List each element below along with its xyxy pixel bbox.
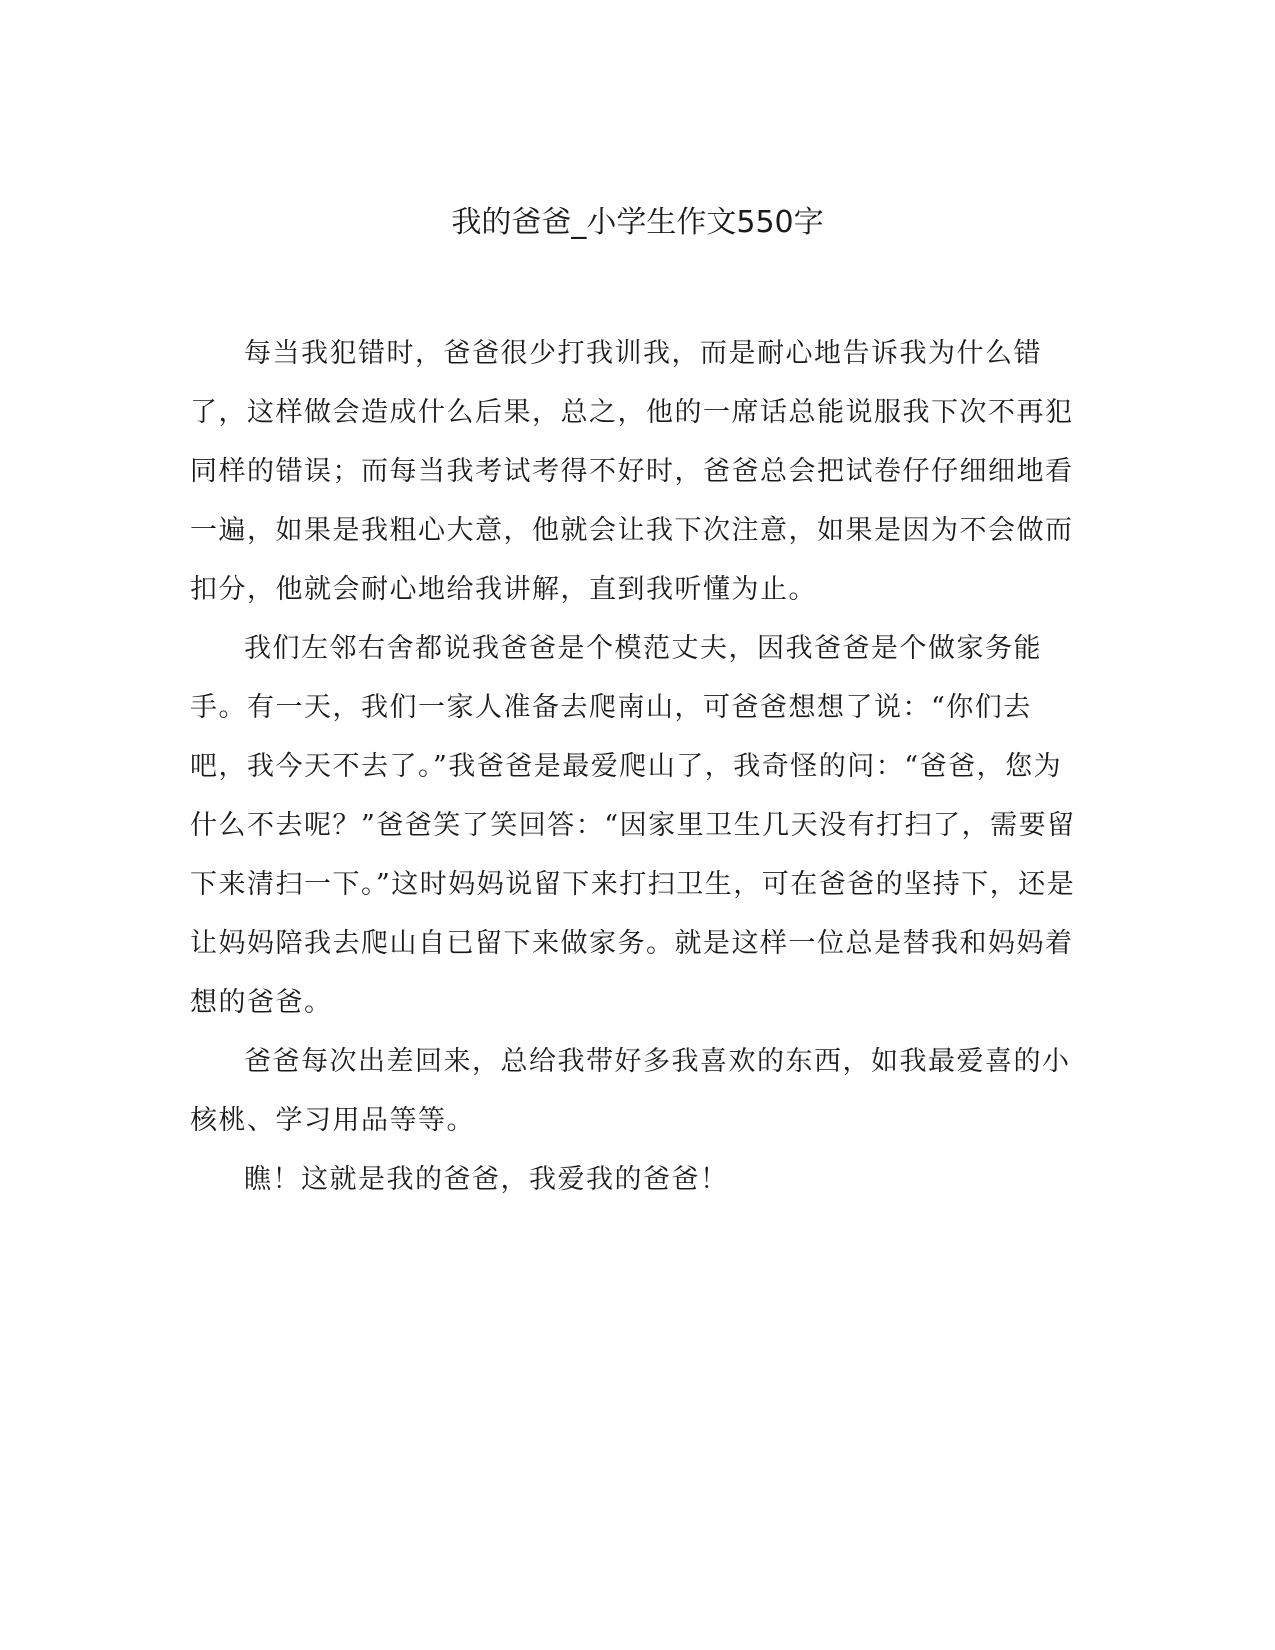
document-title: 我的爸爸_小学生作文550字 [451,205,824,240]
paragraph: 每当我犯错时，爸爸很少打我训我，而是耐心地告诉我为什么错了，这样做会造成什么后果，总之，他的一席话总能说服我下次不再犯同样的错误；而每当我考试考得不好时，爸爸总会把试卷仔仔细细地看一遍，如果是我粗心大意，他就会让我下次注意，如果是因为不会做而扣分，他就会耐心地给我讲解，直到我听懂为止。 [190,338,1074,605]
paragraph: 爸爸每次出差回来，总给我带好多我喜欢的东西，如我最爱喜的小核桃、学习用品等等。 [190,1046,1071,1136]
paragraph: 我们左邻右舍都说我爸爸是个模范丈夫，因我爸爸是个做家务能手。有一天，我们一家人准备去爬南山，可爸爸想想了说：“你们去吧，我今天不去了。”我爸爸是最爱爬山了，我奇怪的问：“爸爸，您为什么不去呢？”爸爸笑了笑回答：“因家里卫生几天没有打扫了，需要留下来清扫一下。”这时妈妈说留下来打扫卫生，可在爸爸的坚持下，还是让妈妈陪我去爬山自已留下来做家务。就是这样一位总是替我和妈妈着想的爸爸。 [190,633,1076,1018]
essay-body [190,324,1080,1209]
paragraph: 瞧！这就是我的爸爸，我爱我的爸爸！ [244,1164,729,1195]
